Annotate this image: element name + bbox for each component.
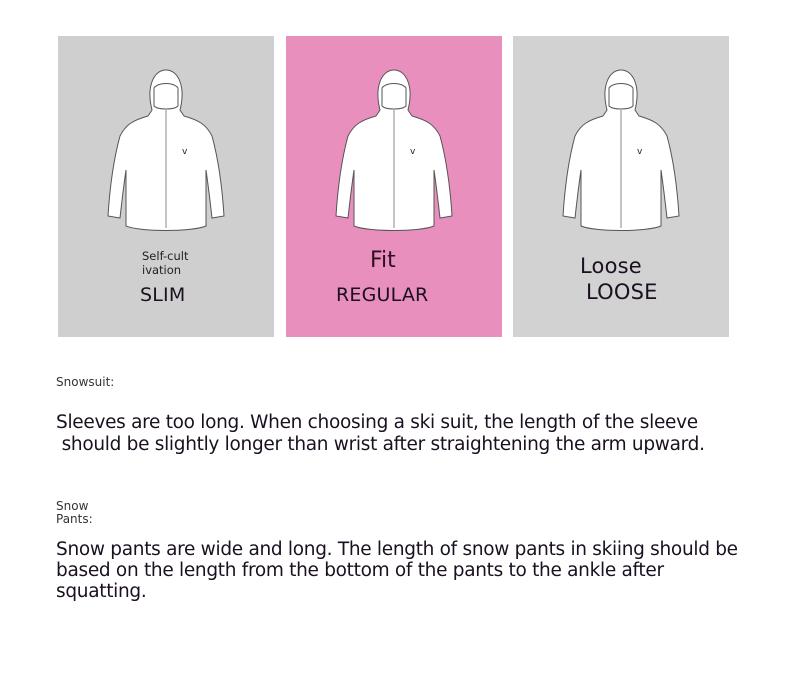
jacket-icon xyxy=(557,66,685,236)
snow-pants-label-line1: Snow xyxy=(56,499,89,513)
svg-text:v: v xyxy=(410,147,416,157)
snow-pants-text-line3: squatting. xyxy=(56,581,147,602)
snow-pants-label-line2: Pants: xyxy=(56,512,93,526)
slim-subtitle-line2: ivation xyxy=(142,263,182,277)
regular-subtitle: Fit xyxy=(370,248,396,273)
fit-panel-loose xyxy=(513,36,729,337)
fit-panel-slim xyxy=(58,36,274,337)
slim-subtitle-line1: Self-cult xyxy=(142,249,189,263)
regular-label: REGULAR xyxy=(336,284,429,306)
snow-pants-text-line2: based on the length from the bottom of the pants to the ankle after xyxy=(56,560,664,581)
snowsuit-label: Snowsuit: xyxy=(56,375,115,389)
loose-label: LOOSE xyxy=(586,280,658,304)
svg-text:v: v xyxy=(182,147,188,157)
fit-panel-regular xyxy=(286,36,502,337)
snowsuit-text-line1: Sleeves are too long. When choosing a ski suit, the length of the sleeve xyxy=(56,412,698,433)
snowsuit-text-line2: should be slightly longer than wrist after straightening the arm upward. xyxy=(56,434,705,455)
jacket-icon xyxy=(330,66,458,236)
snow-pants-text-line1: Snow pants are wide and long. The length of snow pants in skiing should be xyxy=(56,539,738,560)
svg-text:v: v xyxy=(637,147,643,157)
loose-subtitle: Loose xyxy=(580,254,642,278)
jacket-icon xyxy=(102,66,230,236)
slim-label: SLIM xyxy=(140,284,186,306)
